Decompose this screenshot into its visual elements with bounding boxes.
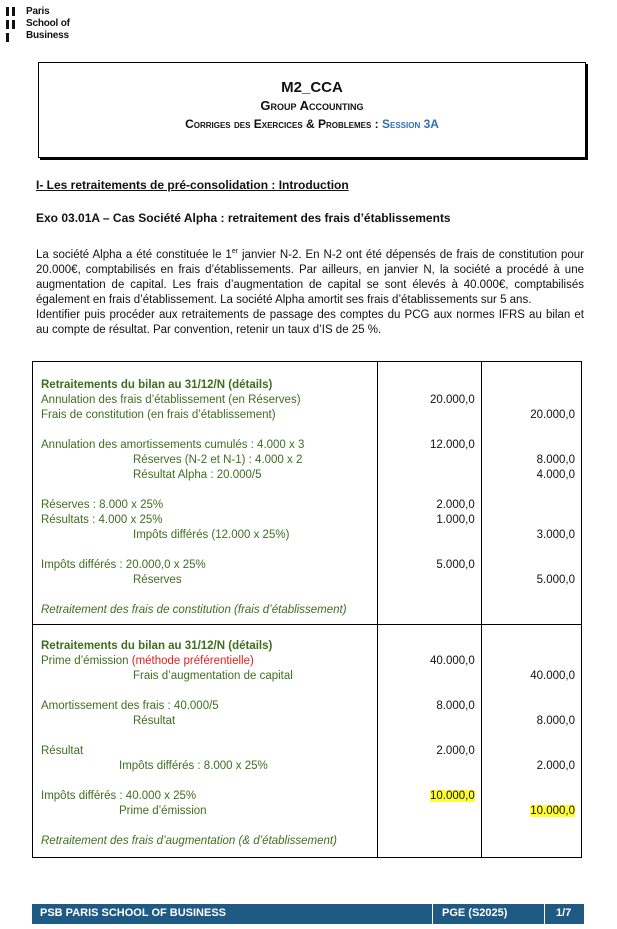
title-box: [38, 62, 586, 158]
debit-column: 20.000,0 12.000,0 2.000,0 1.000,0 5.000,0: [377, 362, 481, 625]
course-code: M2_CCA: [281, 79, 343, 96]
footer-program: PGE (S2025): [442, 907, 508, 919]
session-label: Session 3A: [382, 117, 439, 131]
label-column: Retraitements du bilan au 31/12/N (détails) Annulation des frais d’établissement (en Réserves) Frais de constitution (en frais d’établissement) Annulation des amortissements cumulés : 4.000 x 3 Réserves (N-2 et N-1) : 4.000 x 2 Résultat Alpha : 20.000/5 Réserves : 8.000 x 25% Résultats : 4.000 x 25% Impôts différés (12.000 x 25%) Impôts différés : 20.000,0 x 25% Réserves Retraitement des frais de constitution (frais d’établissement): [33, 362, 378, 625]
logo-line-1: Paris: [26, 6, 50, 17]
page-footer: [32, 904, 584, 924]
section-heading: I- Les retraitements de pré-consolidation : Introduction: [36, 178, 349, 192]
document-subtitle: [39, 115, 585, 133]
logo-line-2: School of: [26, 18, 70, 29]
exercise-statement: [36, 244, 584, 338]
debit-column: 40.000,0 8.000,0 2.000,0 10.000,0: [377, 625, 481, 858]
course-title: Group Accounting: [260, 98, 364, 113]
table-row: [33, 362, 582, 625]
statement-paragraph-2: Identifier puis procéder aux retraitements de passage des comptes du PCG aux normes IFRS au bilan et au compte de résultat. Par convention, retenir un taux d’IS de 25 %.: [36, 308, 584, 336]
logo-bars-icon: [6, 6, 20, 48]
journal-entries-table: [32, 361, 582, 858]
footer-divider: [544, 904, 545, 924]
highlighted-amount: 10.000,0: [530, 805, 575, 817]
subtitle-prefix: Corriges des Exercices & Problemes :: [185, 117, 382, 131]
page-number: 1/7: [556, 907, 572, 919]
statement-paragraph-1: La société Alpha a été constituée le 1er janvier N-2. En N-2 ont été dépensés de frais de constitution pour 20.000€, comptabilisés en frais d’établissements. Par ailleurs, en janvier N, la société a procédé à une augmentation de capital. Les frais d’augmentation de capital se sont élevés à 40.000€, comptabilisés également en frais d’établissement. La société Alpha amortit ses frais d’établissements sur 5 ans.: [36, 248, 584, 306]
footer-school: PSB PARIS SCHOOL OF BUSINESS: [40, 907, 227, 919]
psb-logo: [6, 6, 76, 48]
label-column: Retraitements du bilan au 31/12/N (détails) Prime d’émission (méthode préférentielle) Frais d’augmentation de capital Amortissement des frais : 40.000/5 Résultat Résultat Impôts différés : 8.000 x 25% Impôts différés : 40.000 x 25% Prime d’émission Retraitement des frais d’augmentation (& d’établissement): [33, 625, 378, 858]
table-row: [33, 625, 582, 858]
credit-column: 20.000,0 8.000,0 4.000,0 3.000,0 5.000,0: [481, 362, 581, 625]
logo-line-3: Business: [26, 30, 69, 41]
footer-divider: [432, 904, 433, 924]
highlighted-amount: 10.000,0: [429, 790, 475, 802]
exercise-heading: Exo 03.01A – Cas Société Alpha : retraitement des frais d’établissements: [36, 211, 451, 225]
credit-column: 40.000,0 8.000,0 2.000,0 10.000,0: [481, 625, 581, 858]
